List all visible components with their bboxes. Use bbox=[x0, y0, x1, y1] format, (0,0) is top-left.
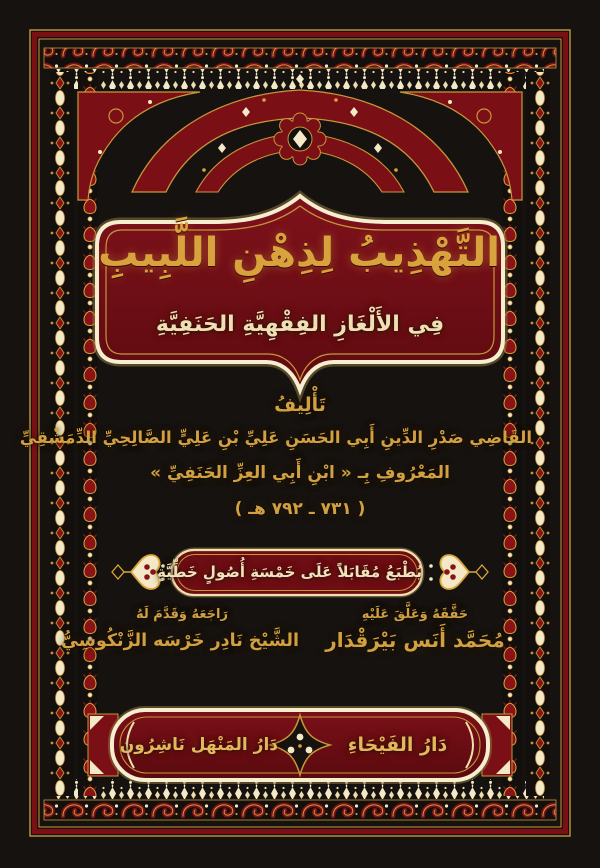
reviewer-role: رَاجَعَهُ وَقَدَّمَ لَهُ bbox=[136, 607, 228, 622]
title-panel bbox=[97, 196, 503, 390]
publisher-left: دَارُ المَنْهَل نَاشِرُون bbox=[119, 735, 278, 755]
author-heading: تَأْلِيفُ bbox=[274, 394, 326, 416]
scroll-border-band-top bbox=[44, 48, 556, 68]
edition-note: يُطْبَعُ مُقَابَلاً عَلَى خَمْسَةِ أُصُولٍ خَطِّيَّةٍ bbox=[157, 563, 422, 581]
heart-ornament-right-icon bbox=[440, 555, 488, 589]
author-known-as: المَعْرُوفِ بِـ « ابْنِ أَبِي العِزِّ الحَنَفِيِّ » bbox=[150, 463, 450, 483]
author-name: القَاضِي صَدْرِ الدِّينِ أَبِي الحَسَنِ عَلِيِّ بْنِ عَلِيٍّ الصَّالِحِيِّ الدِّمَشْقِيِّ bbox=[19, 428, 532, 447]
medallion-icon bbox=[274, 113, 326, 165]
editor-role: حَقَّقَهُ وَعَلَّقَ عَلَيْهِ bbox=[361, 607, 469, 622]
editor-name: مُحَمَّد أَنَس بَيْرَقْدَار bbox=[325, 628, 505, 652]
publisher-right: دَارُ الفَيْحَاءِ bbox=[347, 734, 448, 756]
reviewer-name: الشَّيْخ نَادِر خَرْسَه الزَّنْكُوسِيُّ bbox=[60, 631, 300, 651]
book-title: التَّهْذِيبُ لِذِهْنِ اللَّبِيبِ bbox=[98, 230, 500, 276]
scroll-border-band-bottom bbox=[44, 800, 556, 820]
heart-ornament-left-icon bbox=[112, 555, 160, 589]
author-dates: ( ٧٣١ ـ ٧٩٢ هـ ) bbox=[234, 499, 366, 519]
book-subtitle: فِي الأَلْغَازِ الفِقْهِيَّةِ الحَنَفِيَّةِ bbox=[155, 312, 445, 337]
